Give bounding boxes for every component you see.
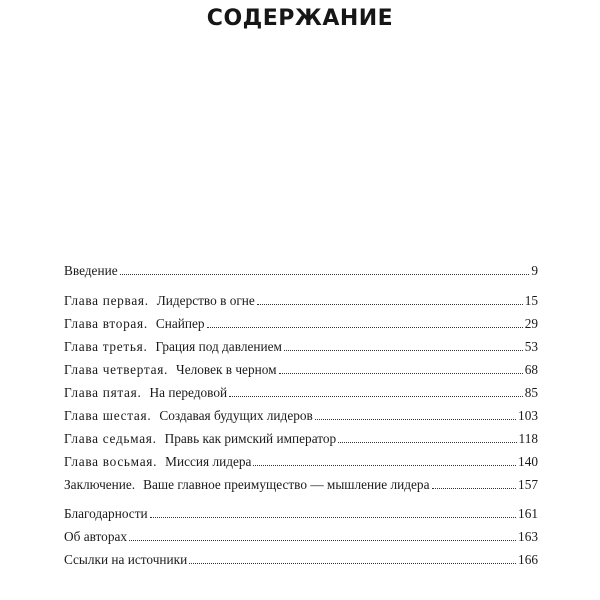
chapter-title: Миссия лидера (165, 454, 252, 469)
page-number: 53 (524, 339, 538, 354)
dot-leader (229, 396, 523, 397)
page-number: 103 (518, 408, 538, 423)
dot-leader (129, 540, 516, 541)
chapter-title: Лидерство в огне (156, 293, 255, 308)
toc-entry-acknowledgements[interactable] (64, 505, 538, 522)
page-number: 166 (518, 552, 538, 567)
page-number: 15 (524, 293, 538, 308)
page-title: СОДЕРЖАНИЕ (206, 6, 394, 31)
dot-leader (432, 488, 517, 489)
dot-leader (284, 350, 523, 351)
dot-leader (315, 419, 516, 420)
dot-leader (120, 274, 530, 275)
chapter-label: Глава первая. (64, 293, 149, 308)
toc-entry-chapter-1[interactable] (64, 292, 538, 309)
entry-title: Ссылки на источники (64, 552, 188, 567)
page-number: 68 (524, 362, 538, 377)
toc-entry-chapter-7[interactable] (64, 430, 538, 447)
chapter-label: Глава вторая. (64, 316, 148, 331)
page-number: 140 (518, 454, 538, 469)
toc-entry-chapter-8[interactable] (64, 453, 538, 470)
toc-entry-conclusion[interactable] (64, 476, 538, 493)
toc-entry-about-authors[interactable] (64, 528, 538, 545)
dot-leader (338, 442, 516, 443)
page-number: 157 (518, 477, 538, 492)
toc-entry-chapter-6[interactable] (64, 407, 538, 424)
dot-leader (279, 373, 523, 374)
entry-title: Введение (64, 263, 118, 278)
entry-title: Об авторах (64, 529, 128, 544)
chapter-label: Глава седьмая. (64, 431, 157, 446)
dot-leader (207, 327, 523, 328)
dot-leader (253, 465, 516, 466)
conclusion-title: Ваше главное преимущество — мышление лидера (143, 477, 430, 492)
chapter-title: Снайпер (155, 316, 205, 331)
chapter-label: Глава восьмая. (64, 454, 158, 469)
dot-leader (189, 563, 516, 564)
chapter-label: Глава шестая. (64, 408, 152, 423)
toc-entry-chapter-2[interactable] (64, 315, 538, 332)
toc-entry-chapter-4[interactable] (64, 361, 538, 378)
toc-entry-introduction[interactable] (64, 262, 538, 279)
chapter-label: Глава пятая. (64, 385, 142, 400)
chapter-title: Создавая будущих лидеров (159, 408, 313, 423)
page-number: 85 (524, 385, 538, 400)
toc-entry-references[interactable] (64, 551, 538, 568)
dot-leader (150, 517, 516, 518)
chapter-title: На передовой (149, 385, 228, 400)
chapter-title: Человек в черном (176, 362, 277, 377)
page-number: 161 (518, 506, 538, 521)
toc-entry-chapter-5[interactable] (64, 384, 538, 401)
chapter-label: Глава третья. (64, 339, 148, 354)
page-number: 163 (518, 529, 538, 544)
conclusion-label: Заключение. (64, 477, 136, 492)
chapter-title: Грация под давлением (155, 339, 282, 354)
chapter-title: Правь как римский император (164, 431, 337, 446)
page-number: 29 (524, 316, 538, 331)
page-number: 9 (531, 263, 538, 278)
entry-title: Благодарности (64, 506, 148, 521)
toc-entry-chapter-3[interactable] (64, 338, 538, 355)
page-number: 118 (518, 431, 538, 446)
table-of-contents (64, 262, 538, 568)
chapter-label: Глава четвертая. (64, 362, 169, 377)
dot-leader (257, 304, 523, 305)
